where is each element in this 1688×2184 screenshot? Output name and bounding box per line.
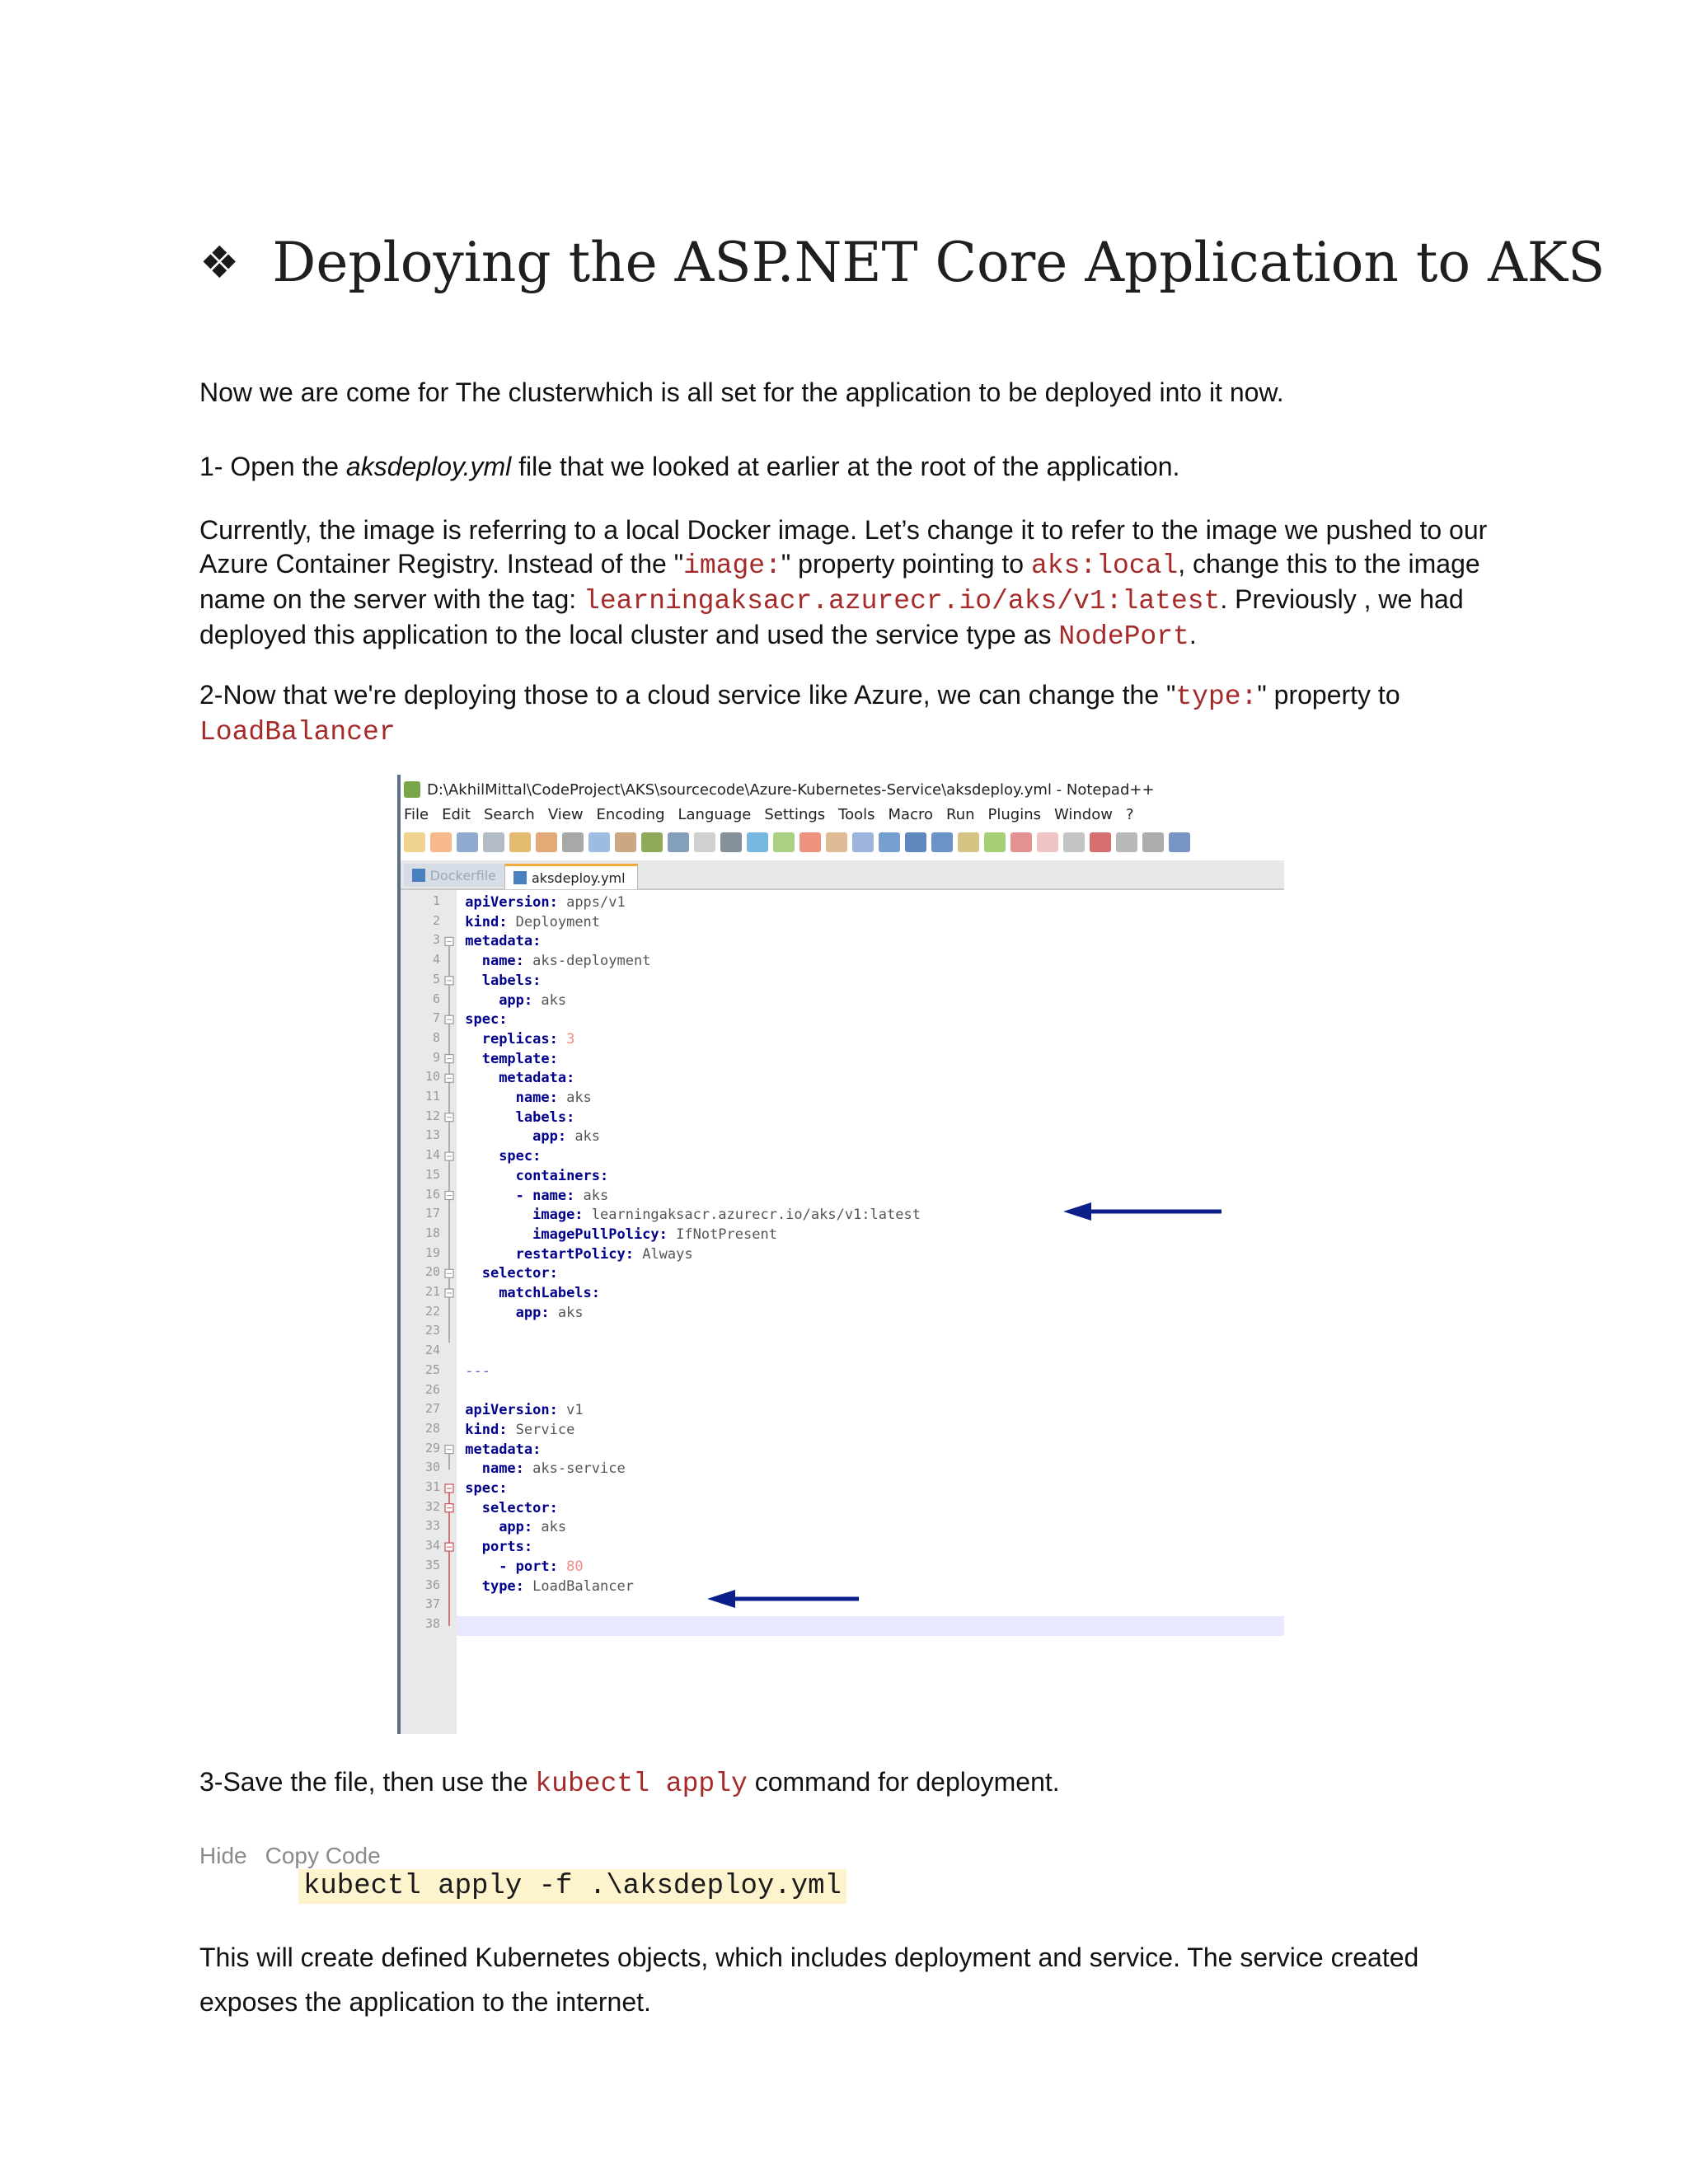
yaml-key: name: [515,1090,558,1106]
copy-code-link[interactable]: Copy Code [265,1843,381,1868]
line-number: 27 [424,1401,440,1417]
yaml-key: ports: [481,1539,533,1556]
yaml-key: kind: [465,1421,508,1438]
yaml-key: spec: [465,1011,508,1029]
line-number: 11 [424,1089,440,1104]
step2-quote-close: " [1257,680,1267,710]
yaml-key: app: [532,1128,567,1146]
line-number: 13 [424,1127,440,1143]
code-block-toolbar [199,1843,381,1869]
yaml-value: 3 [557,1030,575,1047]
yaml-key: name: [481,1460,524,1478]
yaml-key: app: [499,1519,533,1536]
yaml-value: Deployment [507,913,601,930]
heading-title: Deploying the ASP.NET Core Application to AKS [272,231,1606,294]
para2-text-3: , change this to the image name on the server with the tag: [199,549,1480,614]
line-number: 33 [424,1518,440,1534]
line-number: 14 [424,1147,440,1163]
line-number: 21 [424,1284,440,1299]
yaml-key: spec: [499,1148,542,1165]
annotation-layer [397,775,1284,1734]
menu-item[interactable]: Settings [764,806,826,823]
line-number: 17 [424,1206,440,1221]
yaml-value: Service [507,1421,575,1438]
yaml-value: 80 [557,1558,584,1575]
yaml-key: - name: [515,1187,575,1204]
line-number: 5 [432,971,440,987]
line-number: 15 [424,1166,440,1182]
yaml-value: aks [574,1187,609,1204]
yaml-key: labels: [515,1108,575,1126]
para2-quote-open: " [673,549,684,579]
yaml-key: labels: [481,972,542,989]
loadbalancer-code: LoadBalancer [199,717,396,748]
line-number: 6 [432,991,440,1006]
para2-text-5: . [1189,620,1197,649]
yaml-key: image: [532,1207,584,1224]
line-number: 8 [432,1029,440,1045]
yaml-key: app: [515,1304,550,1321]
para2-text-2: property pointing to [790,549,1031,579]
yaml-key: kind: [465,913,508,930]
line-number: 12 [424,1108,440,1123]
line-number: 30 [424,1460,440,1475]
yaml-key: metadata: [465,933,542,950]
yaml-key: spec: [465,1480,508,1497]
yaml-key: metadata: [499,1070,575,1087]
line-number: 25 [424,1361,440,1377]
yaml-key: replicas: [481,1030,558,1047]
line-number: 18 [424,1225,440,1240]
step2-quote-open: " [1166,680,1176,710]
yaml-key: name: [481,953,524,970]
tab-label: Dockerfile [429,867,496,883]
line-number: 28 [424,1420,440,1436]
yaml-key: apiVersion: [465,1402,558,1419]
nodeport-code: NodePort [1058,621,1189,652]
line-number: 1 [432,893,440,908]
line-number: 3 [432,932,440,948]
menu-item[interactable]: File [404,806,429,823]
step2-text-1: 2-Now that we're deploying those to a cloud service like Azure, we can change the [199,680,1166,710]
yaml-key: selector: [481,1265,558,1282]
step3-paragraph [199,1765,1510,1801]
kubectl-apply-code: kubectl apply [535,1769,748,1799]
menu-item[interactable]: Plugins [987,806,1041,823]
menu-item[interactable]: Search [483,806,535,823]
yaml-key: app: [499,991,533,1009]
line-number: 36 [424,1577,440,1592]
yaml-key: - port: [499,1558,558,1575]
intro-paragraph: Now we are come for The clusterwhich is all set for the application to be deployed into it now. [199,377,1284,407]
step1-filename: aksdeploy.yml [345,452,512,481]
step3-text-2: command for deployment. [747,1767,1060,1797]
aks-local-code: aks:local [1030,551,1179,581]
yaml-key: --- [465,1362,490,1380]
yaml-value: aks [532,991,567,1009]
line-number: 31 [424,1479,440,1494]
image-change-paragraph [199,513,1510,654]
yaml-key: metadata: [465,1441,542,1458]
line-number: 16 [424,1186,440,1202]
menu-item[interactable]: View [547,806,584,823]
step1-prefix: 1- Open the [199,452,346,481]
yaml-key: containers: [515,1167,609,1184]
diamond-bullet-icon: ❖ [199,237,240,288]
line-number: 19 [424,1244,440,1260]
menu-item[interactable]: Edit [442,806,471,823]
step1-paragraph [199,450,1510,484]
line-number: 35 [424,1557,440,1572]
para2-quote-close: " [781,549,791,579]
yaml-key: matchLabels: [499,1285,601,1301]
line-number: 29 [424,1440,440,1455]
line-number: 26 [424,1381,440,1397]
line-number: 23 [424,1323,440,1338]
image-arrow-icon [1063,1202,1221,1221]
yaml-value: aks [557,1090,592,1106]
line-number: 38 [424,1615,440,1631]
step1-suffix: file that we looked at earlier at the root of the application. [511,452,1180,481]
yaml-key: selector: [481,1499,558,1516]
yaml-value: aks [532,1519,567,1536]
yaml-value: v1 [557,1402,584,1419]
step2-paragraph [199,678,1510,749]
image-tag-code: learningaksacr.azurecr.io/aks/v1:latest [584,586,1221,616]
type-property-code: type: [1175,682,1258,712]
closing-paragraph: This will create defined Kubernetes objects, which includes deployment and service. The service created exposes the application to the internet. [199,1943,1419,2017]
yaml-value: learningaksacr.azurecr.io/aks/v1:latest [583,1207,921,1224]
line-number: 34 [424,1538,440,1554]
hide-link[interactable]: Hide [199,1843,247,1868]
yaml-key: template: [481,1050,558,1067]
section-heading [199,231,1606,294]
tab-label: aksdeploy.yml [532,869,626,886]
yaml-key: apiVersion: [465,894,558,911]
yaml-value: Always [633,1245,693,1263]
yaml-value: IfNotPresent [667,1226,777,1243]
menu-item[interactable]: Tools [838,806,875,823]
yaml-key: restartPolicy: [515,1245,634,1263]
image-property-code: image: [683,551,781,581]
yaml-key: type: [481,1577,524,1595]
yaml-value: LoadBalancer [523,1577,634,1595]
menu-item[interactable]: Window [1054,806,1113,823]
loadbalancer-arrow-icon [707,1590,859,1608]
step2-text-2: property to [1266,680,1400,710]
menu-item[interactable]: Encoding [596,806,665,823]
line-number: 10 [424,1069,440,1085]
yaml-value: apps/v1 [557,894,626,911]
line-number: 2 [432,912,440,928]
para2-text-4: . Previously , we had deployed this application to the local cluster and used the service type as [199,584,1464,649]
yaml-key: imagePullPolicy: [532,1226,668,1243]
yaml-value: aks-deployment [523,953,651,970]
step3-text-1: 3-Save the file, then use the [199,1767,536,1797]
line-number: 24 [424,1343,440,1358]
line-number: 4 [432,952,440,968]
line-number: 37 [424,1596,440,1612]
para2-text-1: Currently, the image is referring to a local Docker image. Let’s change it to refer to the image we pushed to our Azure Container Registry. Instead of the [199,515,1488,579]
notepad-screenshot [397,775,1284,1734]
yaml-value: aks [549,1304,584,1321]
line-number: 22 [424,1303,440,1319]
window-title: D:\AkhilMittal\CodeProject\AKS\sourcecode\Azure-Kubernetes-Service\aksdeploy.yml - Notepad++ [427,780,1155,799]
menu-item[interactable]: Macro [888,806,933,823]
yaml-value: aks [566,1128,601,1146]
line-number: 20 [424,1264,440,1280]
menu-item[interactable]: Run [946,806,975,823]
line-number: 9 [432,1049,440,1065]
command-code-block: kubectl apply -f .\aksdeploy.yml [298,1869,846,1904]
menu-item[interactable]: Language [678,806,752,823]
menu-item[interactable]: ? [1125,806,1134,823]
line-number: 7 [432,1010,440,1026]
line-number: 32 [424,1498,440,1514]
yaml-value: aks-service [523,1460,626,1478]
